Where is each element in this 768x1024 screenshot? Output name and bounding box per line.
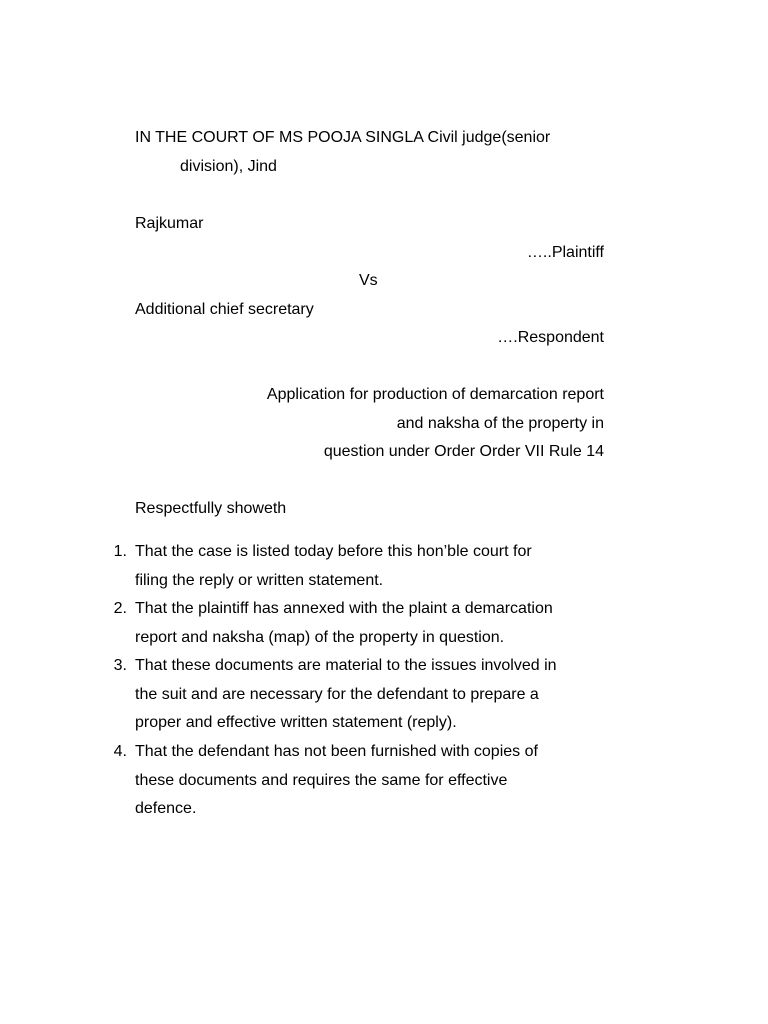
list-item-text: filing the reply or written statement.: [135, 572, 384, 589]
list-item-number: 1.: [113, 543, 127, 560]
list-item-text: report and naksha (map) of the property in question.: [135, 629, 505, 646]
list-item-text: these documents and requires the same for effective: [135, 772, 508, 789]
list-item-number: 3.: [113, 657, 127, 674]
court-heading-line-2: division), Jind: [180, 158, 277, 175]
plaintiff-role: …..Plaintiff: [526, 244, 604, 261]
list-item-text: That the defendant has not been furnished with copies of: [135, 743, 538, 760]
respondent-role: ….Respondent: [497, 329, 604, 346]
list-item-number: 2.: [113, 600, 127, 617]
subject-line-1: Application for production of demarcation report: [266, 386, 604, 403]
plaintiff-name: Rajkumar: [135, 215, 204, 232]
list-item-text: proper and effective written statement (reply).: [135, 714, 457, 731]
list-item-text: defence.: [135, 800, 197, 817]
list-item-text: the suit and are necessary for the defendant to prepare a: [135, 686, 539, 703]
respondent-name: Additional chief secretary: [135, 301, 314, 318]
list-item-text: That the plaintiff has annexed with the plaint a demarcation: [135, 600, 553, 617]
versus-label: Vs: [359, 272, 378, 289]
subject-line-3: question under Order Order VII Rule 14: [323, 443, 604, 460]
list-item-text: That these documents are material to the issues involved in: [135, 657, 557, 674]
list-item-number: 4.: [113, 743, 127, 760]
court-heading-line-1: IN THE COURT OF MS POOJA SINGLA Civil judge(senior: [135, 129, 551, 146]
salutation: Respectfully showeth: [135, 500, 287, 517]
subject-line-2: and naksha of the property in: [396, 415, 604, 432]
list-item-text: That the case is listed today before this hon’ble court for: [135, 543, 532, 560]
